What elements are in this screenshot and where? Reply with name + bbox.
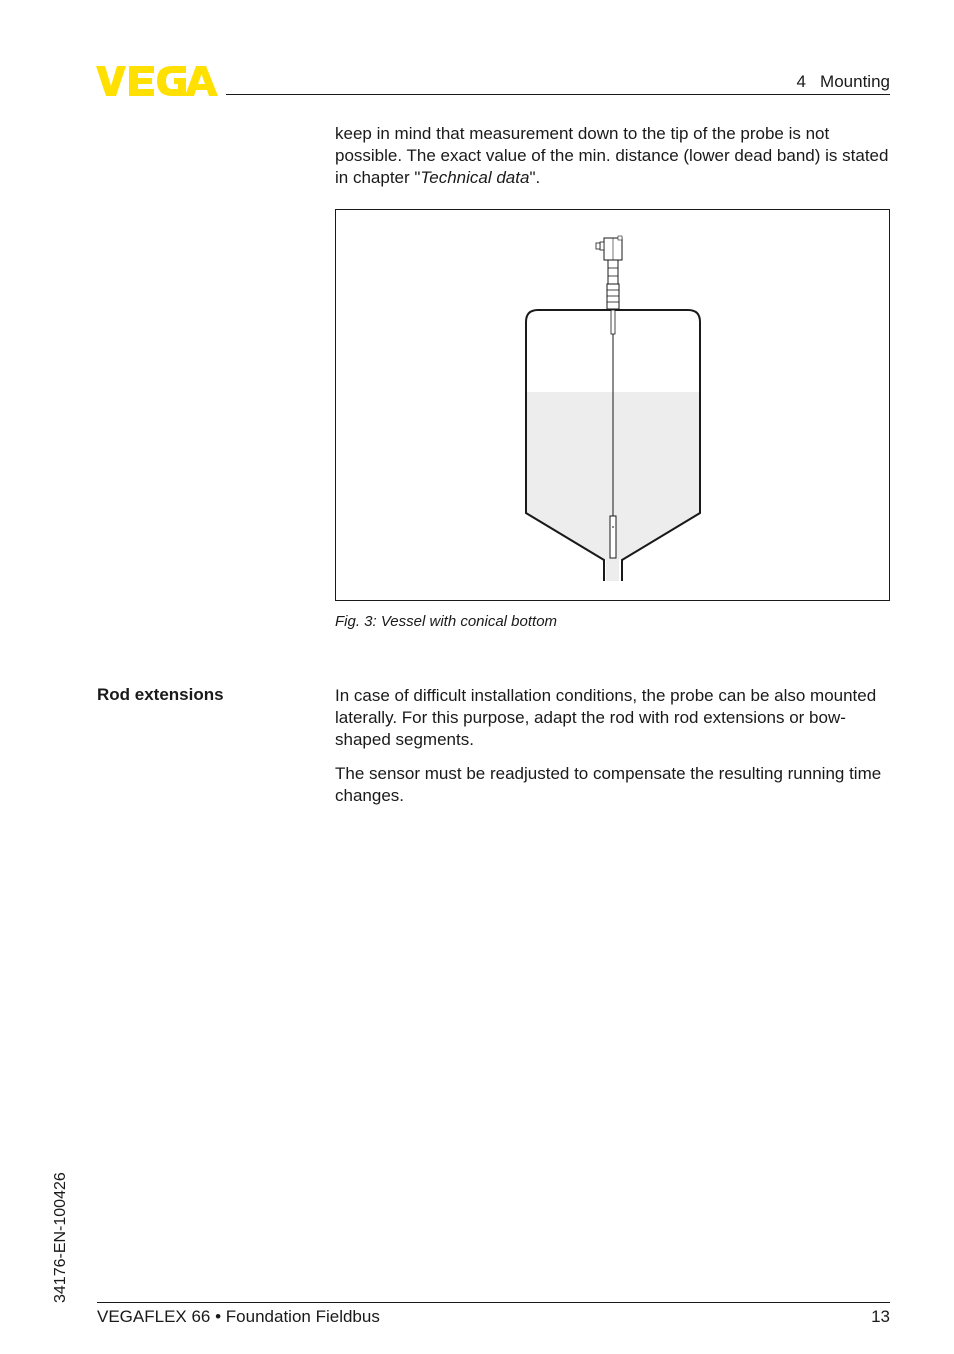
intro-text-before: keep in mind that measurement down to the tip of the probe is not possible. The exact value of the min. distance (lower dead band) is stated in chapter ": [335, 124, 889, 187]
figure-frame: [335, 209, 890, 601]
page-number: 13: [871, 1307, 890, 1326]
intro-paragraph: [335, 123, 891, 189]
process-fitting: [607, 284, 619, 309]
intro-text-after: ".: [529, 168, 541, 187]
figure-caption: Fig. 3: Vessel with conical bottom: [335, 613, 558, 630]
section-heading: Rod extensions: [97, 685, 224, 704]
header-rule: [226, 94, 890, 95]
rod-extensions-paragraph-1: In case of difficult installation conditions, the probe can be also mounted laterally. For this purpose, adapt the rod with rod extensions or bow-shaped segments.: [335, 686, 877, 749]
rod-extensions-paragraph-2: The sensor must be readjusted to compensate the resulting running time changes.: [335, 764, 882, 805]
footer-title: VEGAFLEX 66 • Foundation Fieldbus: [97, 1307, 380, 1326]
vessel-illustration: [336, 210, 889, 600]
vega-logo: [96, 64, 220, 98]
section-label: 4 Mounting: [796, 72, 890, 91]
document-id: 34176-EN-100426: [52, 1172, 69, 1303]
footer-rule: [97, 1302, 890, 1303]
probe-weight: [610, 516, 616, 558]
intro-emphasis: Technical data: [420, 168, 530, 187]
